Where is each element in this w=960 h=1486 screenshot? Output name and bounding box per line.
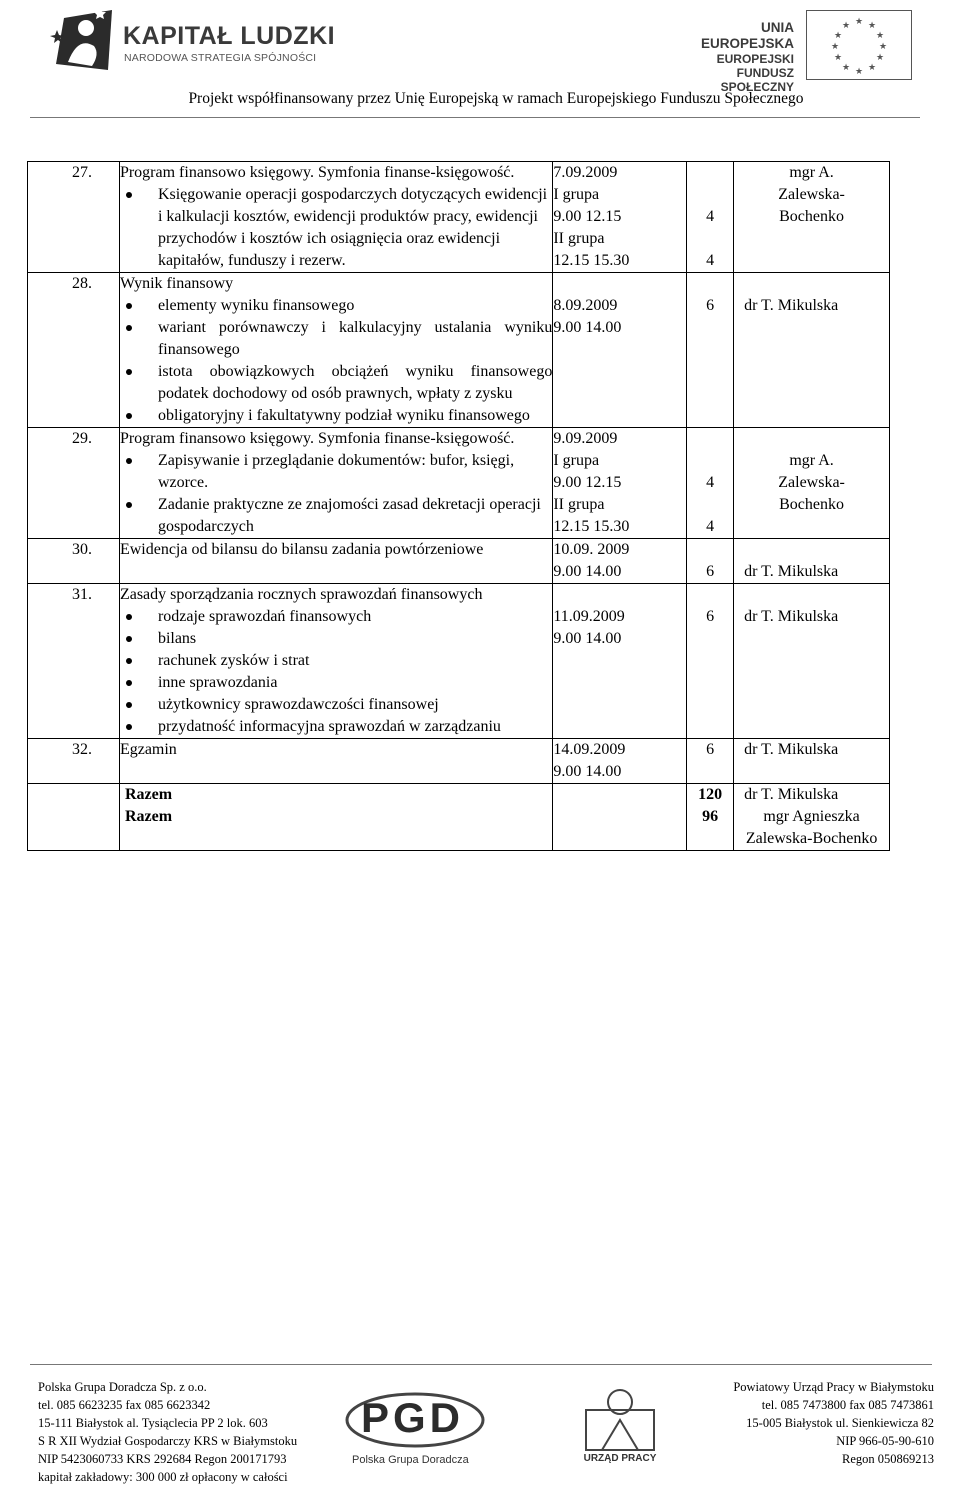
kapital-ludzki-subtitle: NARODOWA STRATEGIA SPÓJNOŚCI [124,52,317,64]
date-line: 12.15 15.30 [553,252,630,269]
date-line: 10.09. 2009 [553,541,630,558]
hours-line [687,162,733,184]
hours-line: 4 [706,518,715,535]
hours-cell [687,539,734,584]
svg-text:★: ★ [833,31,843,41]
lecturer-line: Bochenko [779,208,844,225]
hours-line [687,428,733,450]
pup-contact-line: 15-005 Białystok ul. Sienkiewicza 82 [746,1416,934,1430]
topic-bullet-list [120,606,552,738]
lecturer-cell [734,428,890,539]
topic-bullet: inne sprawozdania [120,672,552,694]
eu-label-line3: FUNDUSZ SPOŁECZNY [720,66,794,94]
urzad-pracy-logo [580,1380,660,1470]
topic-title: Ewidencja od bilansu do bilansu zadania powtórzeniowe [119,541,484,558]
topic-cell [119,273,552,428]
hours-line [687,494,733,516]
topic-cell [119,162,552,273]
topic-bullet-list [120,184,552,272]
pgd-contact-line: Polska Grupa Doradcza Sp. z o.o. [38,1380,207,1394]
lecturer-cell [734,539,890,584]
date-cell [553,273,687,428]
totals-spacer-cell [28,806,120,851]
pup-contact-line: Powiatowy Urząd Pracy w Białymstoku [733,1380,934,1394]
lecturer-cell [734,739,890,784]
svg-text:★: ★ [841,21,851,31]
hours-cell [687,428,734,539]
table-row [28,273,890,428]
eu-fund-label [668,20,794,94]
hours-line [687,228,733,250]
hours-line: 4 [706,474,715,491]
topic-bullet: bilans [120,628,552,650]
hours-cell [687,739,734,784]
schedule-table [27,161,890,851]
kapital-ludzki-title: KAPITAŁ LUDZKI [123,22,336,50]
topic-bullet-list [120,450,552,538]
topic-bullet: elementy wyniku finansowego [120,295,552,317]
totals-hours: 120 [687,784,734,807]
page-header [0,0,960,118]
hours-line [687,450,733,472]
totals-row [28,806,890,851]
date-cell [553,428,687,539]
topic-bullet: obligatoryjny i fakultatywny podział wyniku finansowego [120,405,552,427]
row-number: 32. [72,741,92,758]
date-cell [553,584,687,739]
date-line: 9.00 14.00 [553,630,622,647]
date-line [553,584,686,606]
row-number: 31. [72,586,92,603]
table-row [28,584,890,739]
eu-flag-icon [806,10,912,80]
row-number-cell [28,162,120,273]
pgd-contact-line: kapitał zakładowy: 300 000 zł opłacony w całości [38,1470,288,1484]
pup-contact-line: NIP 966-05-90-610 [836,1434,934,1448]
date-line [553,273,686,295]
pup-contact-block [733,1378,934,1468]
kapital-ludzki-logo [48,6,118,74]
svg-text:★: ★ [830,42,840,52]
hours-cell [687,162,734,273]
hours-line: 6 [706,563,715,580]
pgd-contact-line: NIP 5423060733 KRS 292684 Regon 200171793 [38,1452,287,1466]
date-cell [553,162,687,273]
lecturer-cell [734,273,890,428]
totals-lecturer: dr T. Mikulska [734,784,890,807]
topic-bullet: Zapisywanie i przeglądanie dokumentów: bufor, księgi, wzorce. [120,450,552,494]
svg-text:★: ★ [833,53,843,63]
row-number-cell [28,739,120,784]
lecturer-line [744,539,889,561]
topic-bullet: przydatność informacyjna sprawozdań w zarządzaniu [120,716,552,738]
pup-contact-line: Regon 050869213 [841,1452,934,1466]
project-cofinancing-line: Projekt współfinansowany przez Unię Europejską w ramach Europejskiego Funduszu Społecznego [188,90,804,107]
lecturer-line [744,584,889,606]
header-divider [30,117,920,118]
page-footer [0,1360,960,1484]
pgd-contact-line: S R XII Wydział Gospodarczy KRS w Białymstoku [38,1434,298,1448]
date-line: 9.00 12.15 [553,208,622,225]
topic-cell [119,428,552,539]
totals-empty-cell [553,784,687,807]
date-line: 11.09.2009 [553,608,625,625]
row-number: 28. [72,275,92,292]
lecturer-line: dr T. Mikulska [744,563,839,580]
totals-label: Razem [119,784,552,807]
topic-bullet-list [120,295,552,427]
date-cell [553,739,687,784]
lecturer-line: Zalewska- [778,474,845,491]
date-line: 9.00 14.00 [553,319,622,336]
lecturer-line: dr T. Mikulska [744,297,839,314]
lecturer-cell [734,584,890,739]
topic-bullet: rachunek zysków i strat [120,650,552,672]
date-cell [553,539,687,584]
totals-empty-cell [553,806,687,851]
table-row [28,739,890,784]
hours-line: 6 [706,297,715,314]
date-line: II grupa [553,496,605,513]
topic-title: Program finansowo księgowy. Symfonia finanse-księgowość. [119,164,515,181]
lecturer-cell [734,162,890,273]
svg-text:★: ★ [854,67,864,77]
totals-hours: 96 [687,806,734,851]
date-line: 9.00 12.15 [553,474,622,491]
row-number-cell [28,273,120,428]
hours-line: 6 [706,608,715,625]
pgd-contact-line: tel. 085 6623235 fax 085 6623342 [38,1398,211,1412]
hours-line: 4 [706,252,715,269]
date-line: 9.00 14.00 [553,563,622,580]
date-line: II grupa [553,230,605,247]
lecturer-line: dr T. Mikulska [744,608,839,625]
topic-bullet: wariant porównawczy i kalkulacyjny ustalania wyniku finansowego [120,317,552,361]
lecturer-line: mgr A. [789,164,834,181]
lecturer-line: Bochenko [779,496,844,513]
topic-cell [119,584,552,739]
totals-spacer-cell [28,784,120,807]
hours-line: 6 [706,741,715,758]
row-number: 29. [72,430,92,447]
urzad-pracy-caption: URZĄD PRACY [583,1453,657,1464]
lecturer-line: Zalewska- [778,186,845,203]
table-row [28,428,890,539]
row-number: 30. [72,541,92,558]
hours-line [687,184,733,206]
svg-text:★: ★ [854,17,864,27]
row-number-cell [28,539,120,584]
topic-bullet: rodzaje sprawozdań finansowych [120,606,552,628]
row-number-cell [28,428,120,539]
lecturer-line [734,428,889,450]
topic-cell [119,739,552,784]
topic-bullet: użytkownicy sprawozdawczości finansowej [120,694,552,716]
topic-bullet: Zadanie praktyczne ze znajomości zasad dekretacji operacji gospodarczych [120,494,552,538]
pgd-contact-line: 15-111 Białystok al. Tysiąclecia PP 2 lok. 603 [38,1416,268,1430]
table-row [28,162,890,273]
topic-title: Program finansowo księgowy. Symfonia finanse-księgowość. [119,430,515,447]
svg-text:★: ★ [867,21,877,31]
eu-label-line2: EUROPEJSKI [716,52,794,66]
date-line: 9.09.2009 [553,430,618,447]
hours-cell [687,273,734,428]
lecturer-line [744,273,889,295]
topic-title: Zasady sporządzania rocznych sprawozdań finansowych [119,586,483,603]
hours-line: 4 [706,208,715,225]
pup-contact-line: tel. 085 7473800 fax 085 7473861 [761,1398,934,1412]
topic-bullet: istota obowiązkowych obciążeń wyniku finansowego podatek dochodowy od osób prawnych, wpłaty z zysku [120,361,552,405]
pgd-contact-block [38,1378,297,1486]
svg-text:★: ★ [875,31,885,41]
svg-text:★: ★ [841,63,851,73]
date-line: I grupa [553,186,600,203]
svg-text:★: ★ [878,42,888,52]
topic-title: Egzamin [119,741,177,758]
row-number: 27. [72,164,92,181]
topic-bullet: Księgowanie operacji gospodarczych dotyczących ewidencji i kalkulacji kosztów, ewidencji produktów pracy, ewidencji przychodów i kosztów ich osiągnięcia oraz ewidencji kapitałów, funduszy i rezerw. [120,184,552,272]
footer-divider [30,1364,932,1365]
lecturer-line: mgr A. [789,452,834,469]
hours-line [687,584,733,606]
date-line: 8.09.2009 [553,297,618,314]
svg-text:★: ★ [875,53,885,63]
urzad-pracy-emblem-icon [580,1380,660,1452]
pgd-logo-text: PGD [361,1394,465,1441]
totals-lecturer: mgr Agnieszka Zalewska-Bochenko [734,806,890,851]
totals-row [28,784,890,807]
lecturer-line: dr T. Mikulska [744,741,839,758]
row-number-cell [28,584,120,739]
table-row [28,539,890,584]
date-line: 12.15 15.30 [553,518,630,535]
svg-text:★: ★ [867,63,877,73]
topic-cell [119,539,552,584]
hours-line [687,539,733,561]
hours-cell [687,584,734,739]
hours-line [687,273,733,295]
date-line: 7.09.2009 [553,164,618,181]
date-line: 14.09.2009 [553,741,626,758]
totals-label: Razem [119,806,552,851]
date-line: I grupa [553,452,600,469]
eu-label-line1: UNIA EUROPEJSKA [700,20,794,51]
pgd-logo-caption: Polska Grupa Doradcza [352,1454,469,1466]
topic-title: Wynik finansowy [119,275,234,292]
date-line: 9.00 14.00 [553,763,622,780]
pgd-logo [343,1390,488,1470]
